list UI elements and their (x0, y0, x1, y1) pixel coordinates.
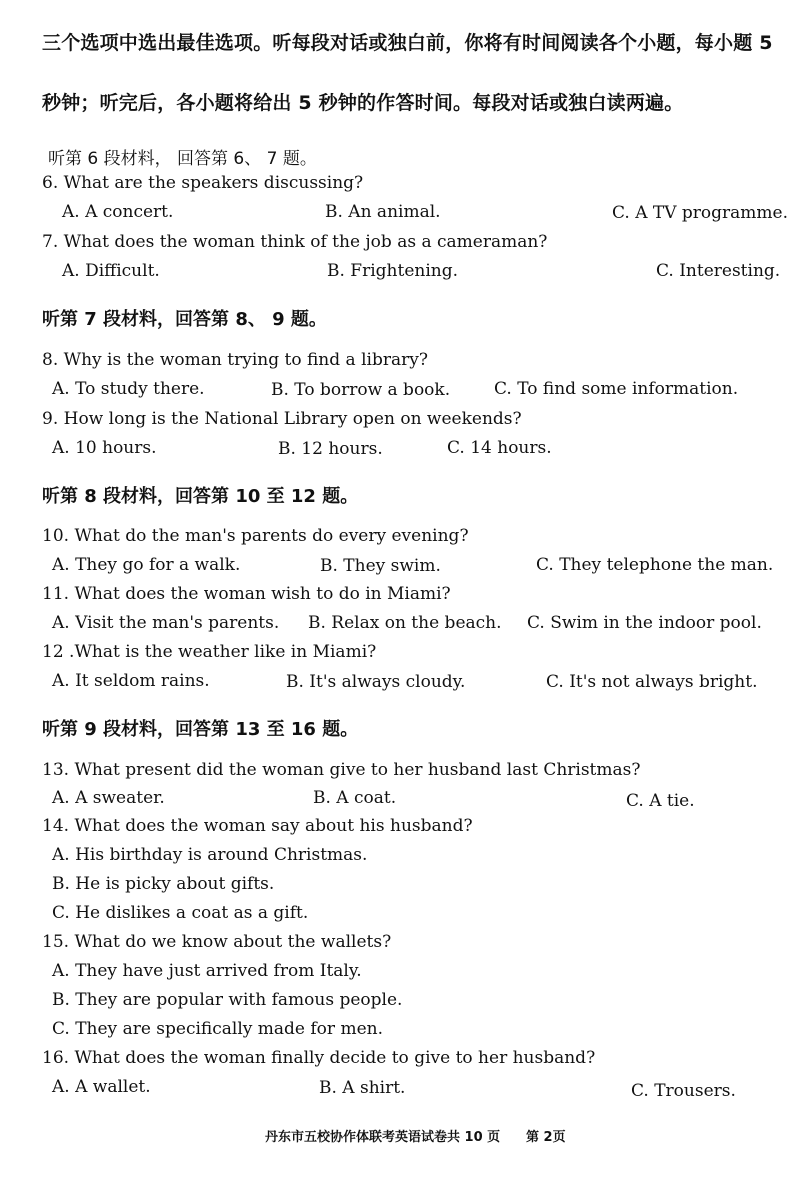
question-12-option-a: A. It seldom rains. (52, 671, 210, 691)
question-10-option-b: B. They swim. (320, 556, 441, 576)
question-11-option-c: C. Swim in the indoor pool. (527, 613, 762, 633)
question-14-option-c: C. He dislikes a coat as a gift. (52, 903, 309, 923)
question-13-option-c: C. A tie. (626, 791, 695, 811)
question-15: 15. What do we know about the wallets? (42, 932, 392, 952)
question-6: 6. What are the speakers discussing? (42, 173, 364, 193)
section-heading-9: 听第 9 段材料，回答第 13 至 16 题。 (42, 719, 359, 740)
question-14-option-b: B. He is picky about gifts. (52, 874, 275, 894)
question-10-option-c: C. They telephone the man. (536, 555, 774, 575)
question-16-option-c: C. Trousers. (631, 1081, 736, 1101)
question-13-option-a: A. A sweater. (52, 788, 165, 808)
footer-page-number: 第 2页 (526, 1130, 566, 1145)
section-heading-7: 听第 7 段材料，回答第 8、 9 题。 (42, 309, 327, 330)
question-8-option-a: A. To study there. (52, 379, 205, 399)
question-12: 12 .What is the weather like in Miami? (42, 642, 377, 662)
question-10-option-a: A. They go for a walk. (52, 555, 241, 575)
question-9-option-b: B. 12 hours. (278, 439, 383, 459)
question-13-option-b: B. A coat. (313, 788, 397, 808)
question-9: 9. How long is the National Library open on weekends? (42, 409, 522, 429)
question-13: 13. What present did the woman give to her husband last Christmas? (42, 760, 641, 780)
question-11-option-b: B. Relax on the beach. (308, 613, 502, 633)
question-15-option-a: A. They have just arrived from Italy. (52, 961, 362, 981)
instructions-line-1: 三个选项中选出最佳选项。听每段对话或独白前，你将有时间阅读各个小题，每小题 5 (42, 32, 773, 54)
question-7-option-b: B. Frightening. (327, 261, 459, 281)
question-14-option-a: A. His birthday is around Christmas. (52, 845, 368, 865)
question-12-option-b: B. It's always cloudy. (286, 672, 466, 692)
question-8: 8. Why is the woman trying to find a library? (42, 350, 428, 370)
question-16-option-a: A. A wallet. (52, 1077, 151, 1097)
question-11-option-a: A. Visit the man's parents. (52, 613, 280, 633)
question-14: 14. What does the woman say about his husband? (42, 816, 473, 836)
question-7-option-a: A. Difficult. (62, 261, 160, 281)
question-7: 7. What does the woman think of the job as a cameraman? (42, 232, 548, 252)
question-9-option-c: C. 14 hours. (447, 438, 552, 458)
question-16: 16. What does the woman finally decide to give to her husband? (42, 1048, 596, 1068)
question-6-option-a: A. A concert. (62, 202, 174, 222)
question-8-option-b: B. To borrow a book. (271, 380, 451, 400)
question-6-option-b: B. An animal. (325, 202, 441, 222)
question-15-option-c: C. They are specifically made for men. (52, 1019, 383, 1039)
question-6-option-c: C. A TV programme. (612, 203, 789, 223)
question-12-option-c: C. It's not always bright. (546, 672, 758, 692)
section-heading-6: 听第 6 段材料， 回答第 6、 7 题。 (48, 149, 317, 169)
question-16-option-b: B. A shirt. (319, 1078, 406, 1098)
question-11: 11. What does the woman wish to do in Miami? (42, 584, 451, 604)
question-10: 10. What do the man's parents do every evening? (42, 526, 469, 546)
question-9-option-a: A. 10 hours. (52, 438, 157, 458)
instructions-line-2: 秒钟；听完后，各小题将给出 5 秒钟的作答时间。每段对话或独白读两遍。 (42, 92, 684, 114)
section-heading-8: 听第 8 段材料，回答第 10 至 12 题。 (42, 486, 359, 507)
question-8-option-c: C. To find some information. (494, 379, 739, 399)
footer-title: 丹东市五校协作体联考英语试卷共 10 页 (265, 1130, 501, 1145)
question-15-option-b: B. They are popular with famous people. (52, 990, 403, 1010)
question-7-option-c: C. Interesting. (656, 261, 781, 281)
